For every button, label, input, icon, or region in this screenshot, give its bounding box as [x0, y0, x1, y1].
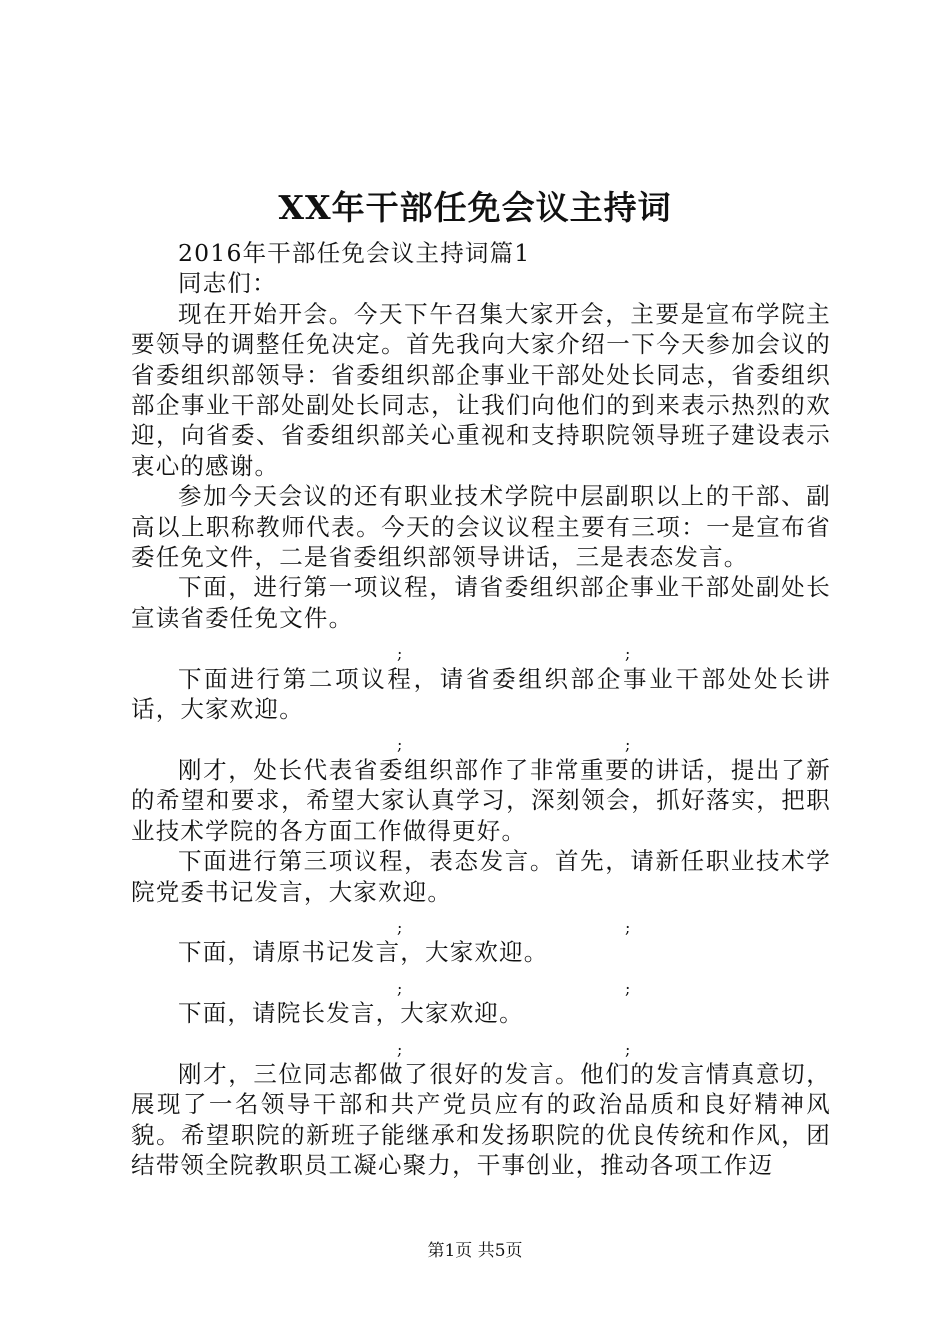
paragraph-opening: 现在开始开会。今天下午召集大家开会，主要是宣布学院主要领导的调整任免决定。首先我向大家介绍一下今天参加会议的省委组织部领导：省委组织部企事业干部处处长同志，省委组织部企事业干部处副处长同志，让我们向他们的到来表示热烈的欢迎，向省委、省委组织部关心重视和支持职院领导班子建设表示衷心的感谢。	[131, 299, 831, 480]
blank-separator	[131, 724, 831, 754]
separator-mark: ;	[625, 735, 631, 755]
paragraph-salutation: 同志们：	[178, 269, 277, 298]
separator-mark: ;	[625, 978, 631, 998]
document-title: XX年干部任免会议主持词	[278, 188, 672, 227]
document-body	[131, 238, 831, 1181]
blank-separator	[131, 633, 831, 663]
separator-mark: ;	[397, 644, 403, 664]
separator-mark: ;	[397, 978, 403, 998]
paragraph-agenda-one: 下面，进行第一项议程，请省委组织部企事业干部处副处长宣读省委任免文件。	[131, 573, 831, 632]
separator-mark: ;	[625, 917, 631, 937]
blank-separator	[131, 968, 831, 998]
separator-mark: ;	[397, 917, 403, 937]
paragraph-summary-speech: 刚才，处长代表省委组织部作了非常重要的讲话，提出了新的希望和要求，希望大家认真学习，深刻领会，抓好落实，把职业技术学院的各方面工作做得更好。	[131, 755, 831, 845]
paragraph-agenda-three: 下面进行第三项议程，表态发言。首先，请新任职业技术学院党委书记发言，大家欢迎。	[131, 847, 831, 906]
blank-separator	[131, 907, 831, 937]
paragraph-former-secretary: 下面，请原书记发言，大家欢迎。	[178, 938, 549, 967]
separator-mark: ;	[397, 1039, 403, 1059]
page-footer: 第1页 共5页	[427, 1241, 523, 1261]
separator-mark: ;	[625, 1039, 631, 1059]
paragraph-agenda-two: 下面进行第二项议程，请省委组织部企事业干部处处长讲话，大家欢迎。	[131, 664, 831, 724]
separator-mark: ;	[397, 735, 403, 755]
paragraph-heading: 2016年干部任免会议主持词篇1	[178, 239, 531, 267]
paragraph-attendees: 参加今天会议的还有职业技术学院中层副职以上的干部、副高以上职称教师代表。今天的会议议程主要有三项：一是宣布省委任免文件，二是省委组织部领导讲话，三是表态发言。	[131, 482, 831, 572]
paragraph-president: 下面，请院长发言，大家欢迎。	[178, 999, 524, 1028]
blank-separator	[131, 1029, 831, 1059]
paragraph-closing: 刚才，三位同志都做了很好的发言。他们的发言情真意切，展现了一名领导干部和共产党员应有的政治品质和良好精神风貌。希望职院的新班子能继承和发扬职院的优良传统和作风，团结带领全院教职员工凝心聚力，干事创业，推动各项工作迈	[131, 1059, 831, 1180]
separator-mark: ;	[625, 644, 631, 664]
